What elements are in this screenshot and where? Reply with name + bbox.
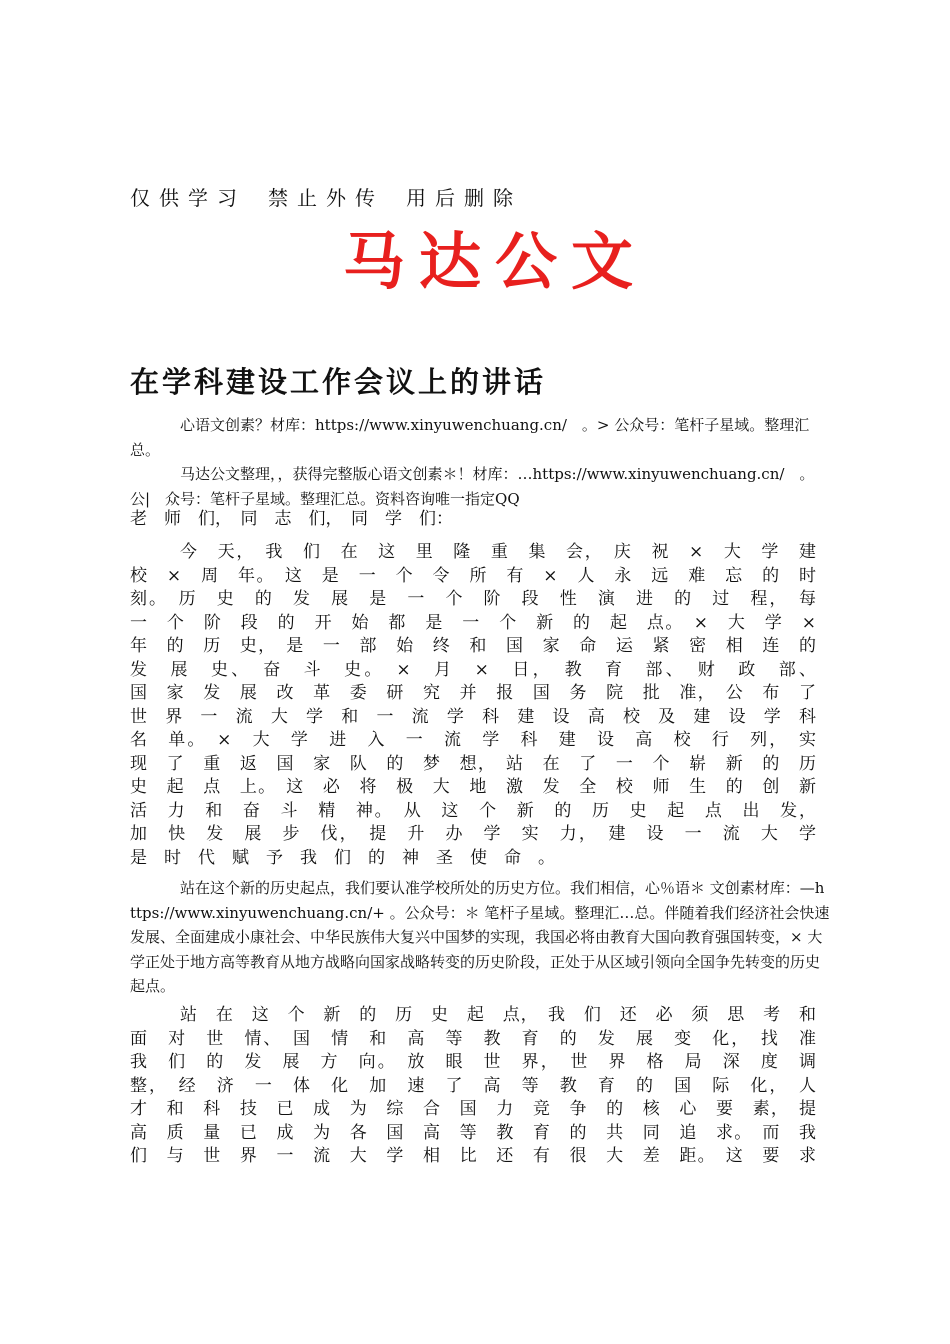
paragraph-line: 世 界 一 流 大 学 和 一 流 学 科 建 设 高 校 及 建 设 学 科 — [130, 706, 816, 727]
paragraph-line: 今 天， 我 们 在 这 里 隆 重 集 会， 庆 祝 × 大 学 建 — [180, 542, 816, 562]
paragraph-line: 一 个 阶 段 的 开 始 都 是 一 个 新 的 起 点。 × 大 学 × — [130, 612, 816, 633]
paragraph-line: 活 力 和 奋 斗 精 神。 从 这 个 新 的 历 史 起 点 出 发， — [130, 800, 816, 821]
paragraph-line: 面 对 世 情、 国 情 和 高 等 教 育 的 发 展 变 化， 找 准 — [130, 1028, 816, 1049]
paragraph-line: 名 单。 × 大 学 进 入 一 流 学 科 建 设 高 校 行 列， 实 — [130, 730, 816, 750]
paragraph-line: 站 在 这 个 新 的 历 史 起 点， 我 们 还 必 须 思 考 和 — [180, 1005, 816, 1025]
paragraph-line: 才 和 科 技 已 成 为 综 合 国 力 竞 争 的 核 心 要 素， 提 — [130, 1099, 816, 1119]
paragraph-line: 年 的 历 史， 是 一 部 始 终 和 国 家 命 运 紧 密 相 连 的 — [130, 636, 816, 656]
notice-delete-after-use: 用后删除 — [406, 186, 522, 210]
paragraph-line: 现 了 重 返 国 家 队 的 梦 想， 站 在 了 一 个 崭 新 的 历 — [130, 753, 816, 774]
paragraph-line: 我 们 的 发 展 方 向。 放 眼 世 界， 世 界 格 局 深 度 调 — [130, 1052, 816, 1072]
paragraph-line: 史 起 点 上。 这 必 将 极 大 地 激 发 全 校 师 生 的 创 新 — [130, 777, 816, 797]
paragraph-line: 加 快 发 展 步 伐， 提 升 办 学 实 力， 建 设 一 流 大 学 — [130, 824, 816, 844]
paragraph-line: 是时代赋予我们的神圣使命。 — [130, 847, 572, 868]
paragraph-line: 校 × 周 年。 这 是 一 个 令 所 有 × 人 永 远 难 忘 的 时 — [130, 565, 816, 586]
notice-no-distribution: 禁止外传 — [268, 186, 384, 210]
brand-title: 马达公文 — [343, 225, 648, 298]
notice-study-only: 仅供学习 — [130, 186, 246, 210]
paragraph-line: 刻。 历 史 的 发 展 是 一 个 阶 段 性 演 进 的 过 程， 每 — [130, 589, 816, 609]
watermark-line-2: 马达公文整理，，获得完整版心语文创素＊！材库：…https://www.xinyuwenchuang.cn/ 。公| 众号：笔杆子星域。整理汇总。资料咨询唯一指定QQ — [130, 465, 815, 508]
salutation: 老 师 们， 同 志 们， 同 学 们： — [130, 509, 453, 529]
usage-notice — [130, 182, 544, 211]
paragraph-line: 国 家 发 展 改 革 委 研 究 并 报 国 务 院 批 准， 公 布 了 — [130, 683, 816, 703]
watermark-line-1: 心语文创素？材库：https://www.xinyuwenchuang.cn/ 。> 公众号：笔杆子星域。整理汇总。 — [130, 416, 810, 459]
paragraph-3 — [130, 1004, 816, 1169]
paragraph-line: 们 与 世 界 一 流 大 学 相 比 还 有 很 大 差 距。 这 要 求 — [130, 1146, 816, 1166]
paragraph-line: 发 展 史、 奋 斗 史。 × 月 × 日， 教 育 部、 财 政 部、 — [130, 659, 816, 680]
paragraph-line: 整， 经 济 一 体 化 加 速 了 高 等 教 育 的 国 际 化， 人 — [130, 1075, 816, 1096]
paragraph-2: 站在这个新的历史起点，我们要认准学校所处的历史方位。我们相信，心％语＊ 文创素材库：—https://www.xinyuwenchuang.cn/+ 。公众号：＊ 笔杆子星域。整理汇…总。伴随着我们经济社会快速发展、全面建成小康社会、中华民族伟大复兴中国梦的实现，我国必将由教育大国向教育强国转变，× 大学正处于地方高等教育从地方战略向国家战略转变的历史阶段，正处于从区域引领向全国争先转变的历史起点。 — [130, 879, 830, 995]
speech-title: 在学科建设工作会议上的讲话 — [130, 365, 547, 399]
paragraph-1 — [130, 541, 816, 870]
paragraph-line: 高 质 量 已 成 为 各 国 高 等 教 育 的 共 同 追 求。 而 我 — [130, 1122, 816, 1143]
